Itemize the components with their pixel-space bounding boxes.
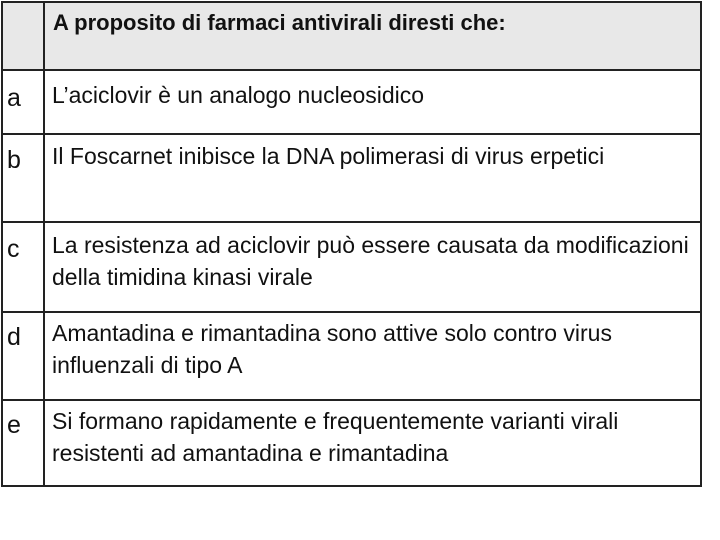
option-letter: e bbox=[3, 401, 45, 485]
option-text: Amantadina e rimantadina sono attive solo contro virus influenzali di tipo A bbox=[52, 320, 612, 378]
option-row-e[interactable] bbox=[3, 401, 700, 485]
option-row-d[interactable] bbox=[3, 313, 700, 401]
option-letter: a bbox=[3, 71, 45, 133]
option-row-c[interactable] bbox=[3, 223, 700, 313]
question-header-row bbox=[3, 3, 700, 71]
option-text: Si formano rapidamente e frequentemente varianti virali resistenti ad amantadina e rimantadina bbox=[52, 408, 619, 466]
option-text: L’aciclovir è un analogo nucleosidico bbox=[52, 82, 425, 108]
option-letter: b bbox=[3, 135, 45, 221]
question-title: A proposito di farmaci antivirali diresti che: bbox=[45, 3, 700, 69]
option-text: Il Foscarnet inibisce la DNA polimerasi di virus erpetici bbox=[52, 143, 605, 169]
header-empty-cell bbox=[3, 3, 45, 69]
quiz-table bbox=[1, 1, 702, 487]
option-letter: c bbox=[3, 223, 45, 311]
option-row-a[interactable] bbox=[3, 71, 700, 135]
option-text: La resistenza ad aciclovir può essere causata da modificazioni della timidina kinasi virale bbox=[52, 232, 689, 290]
option-letter: d bbox=[3, 313, 45, 399]
option-row-b[interactable] bbox=[3, 135, 700, 223]
